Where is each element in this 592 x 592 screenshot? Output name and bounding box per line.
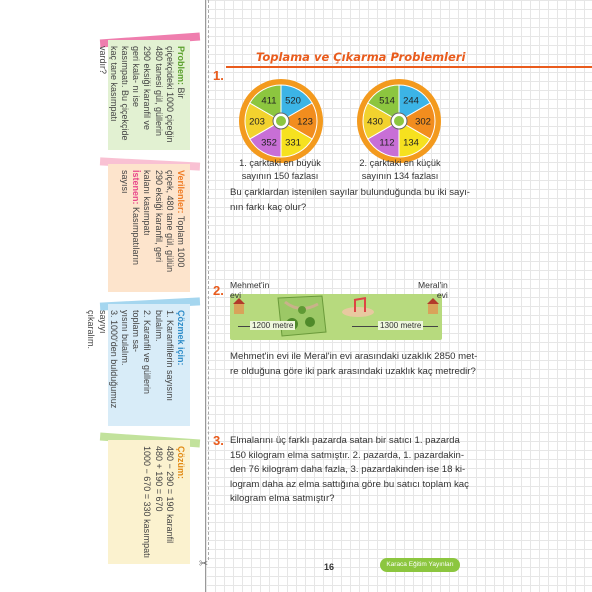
note-line: 1. Karanfillerin sayısını bulalım.: [153, 310, 175, 402]
question-2-number: 2.: [213, 283, 224, 298]
wheel-1-caption-line: 1. çarktaki en büyük: [239, 158, 321, 168]
wheel-1-caption: [220, 157, 340, 183]
question-1-number: 1.: [213, 68, 224, 83]
note-solution: [108, 440, 190, 564]
wheel-number: 244: [403, 95, 419, 107]
scissors-icon: ✂: [199, 558, 209, 570]
wheel-2-caption: [340, 157, 460, 183]
question-3-line: den 76 kilogram daha fazla, 3. pazardakinden ise 18 ki-: [230, 464, 466, 476]
note-solution-title: Çözüm:: [176, 446, 186, 479]
page-number: 16: [324, 562, 335, 572]
question-2-line: re olduğuna göre iki park arasındaki uzaklık kaç metredir?: [230, 365, 476, 377]
publisher-badge: Karaca Eğitim Yayınları: [380, 558, 460, 572]
question-3-number: 3.: [213, 433, 224, 448]
wheel-number: 112: [379, 137, 395, 149]
page-spine: [205, 0, 206, 592]
note-given-title: Verilenler:: [176, 170, 186, 214]
note-problem-title: Problem:: [176, 46, 186, 86]
question-3-line: kilogram elma satmıştır?: [230, 493, 335, 505]
park-map-illustration: [230, 294, 442, 340]
distance-left-label: 1200 metre: [252, 321, 294, 330]
meral-home-label: [418, 280, 448, 300]
label-line: Meral'in: [418, 280, 448, 290]
cut-line: [208, 0, 210, 560]
note-line: 1000 − 670 = 330 kasımpatı: [142, 446, 153, 559]
note-line: çıkaralım.: [86, 310, 97, 350]
question-3-line: logram daha az elma sattığına göre bu satıcı toplam kaç: [230, 478, 469, 490]
note-line: Toplam 1000 çiçek,: [164, 170, 186, 268]
question-2-line: Mehmet'in evi ile Meral'in evi arasındaki uzaklık 2850 met-: [230, 351, 478, 362]
note-line: 480 + 190 = 670: [153, 446, 164, 512]
wheel-number: 352: [261, 137, 277, 149]
wheel-1-caption-line: sayının 150 fazlası: [241, 171, 319, 181]
question-1-line: Bu çarklardan istenilen sayılar bulunduğunda bu iki sayı-: [230, 187, 470, 198]
wheel-number: 203: [249, 116, 265, 128]
question-3-line: Elmalarını üç farklı pazarda satan bir satıcı 1. pazarda: [230, 435, 460, 446]
number-wheel-1: [238, 78, 324, 164]
wheel-number: 411: [261, 95, 277, 107]
number-wheel-2: [356, 78, 442, 164]
question-2-text: [230, 350, 477, 379]
note-line: 290 eksiği karanfil ve geri kala-: [131, 46, 153, 131]
label-line: evi: [230, 290, 241, 300]
wheel-number: 302: [415, 116, 431, 128]
note-line: yısını bulalım.: [119, 310, 130, 366]
note-plan: [86, 304, 190, 426]
label-line: Mehmet'in: [230, 280, 270, 290]
page-title: Toplama ve Çıkarma Problemleri: [256, 50, 466, 64]
note-plan-title: Çözmek için:: [176, 310, 186, 366]
note-line: 3. 1000'den bulduğumuz sayıyı: [97, 310, 119, 409]
park-scene-icon: [230, 294, 442, 340]
note-line: kaç tane kasımpatı vardır?: [97, 46, 119, 122]
note-line: karanfil, geri kalanı kasımpatı: [142, 170, 164, 263]
wheel-number: 514: [379, 95, 395, 107]
wheel-number: 331: [285, 137, 301, 149]
question-1-line: nın farkı kaç olur?: [230, 201, 307, 213]
wheel-center-dot: [276, 116, 286, 126]
note-given: [108, 164, 190, 292]
mehmet-home-label: [230, 280, 269, 300]
note-line: çiçeğin 480 tanesi gül, güllerin: [153, 46, 175, 143]
question-1-text: [230, 186, 470, 215]
note-line: Bir çiçekçideki 1000: [164, 46, 186, 113]
question-3-text: [230, 434, 469, 507]
wheel-number: 134: [403, 137, 419, 149]
wheel-2-caption-line: 2. çarktaki en küçük: [359, 158, 441, 168]
wheel-number: 520: [285, 95, 301, 107]
note-line: Kasımpatıların sayısı: [119, 170, 142, 266]
note-line: nı ise kasımpatı. Bu çiçekçide: [119, 46, 142, 141]
label-line: evi: [436, 290, 448, 300]
note-line: 480 tane gül, gülün 290 eksiği: [153, 170, 175, 273]
wheel-center-dot: [394, 116, 404, 126]
note-problem: [97, 40, 190, 150]
sidebar-notes: [0, 0, 200, 592]
wheel-number: 123: [297, 116, 313, 128]
wheel-2-caption-line: sayının 134 fazlası: [361, 171, 439, 181]
wheel-number: 430: [367, 116, 383, 128]
distance-right-label: 1300 metre: [380, 321, 422, 330]
title-underline: [226, 66, 592, 68]
note-line: 2. Karanfil ve güllerin toplam sa-: [131, 310, 153, 395]
note-line: 480 − 290 = 190 karanfil: [164, 446, 175, 544]
note-asked-title: İstenen:: [131, 170, 142, 205]
question-3-line: 150 kilogram elma satmıştır. 2. pazarda, 1. pazardakin-: [230, 449, 465, 461]
